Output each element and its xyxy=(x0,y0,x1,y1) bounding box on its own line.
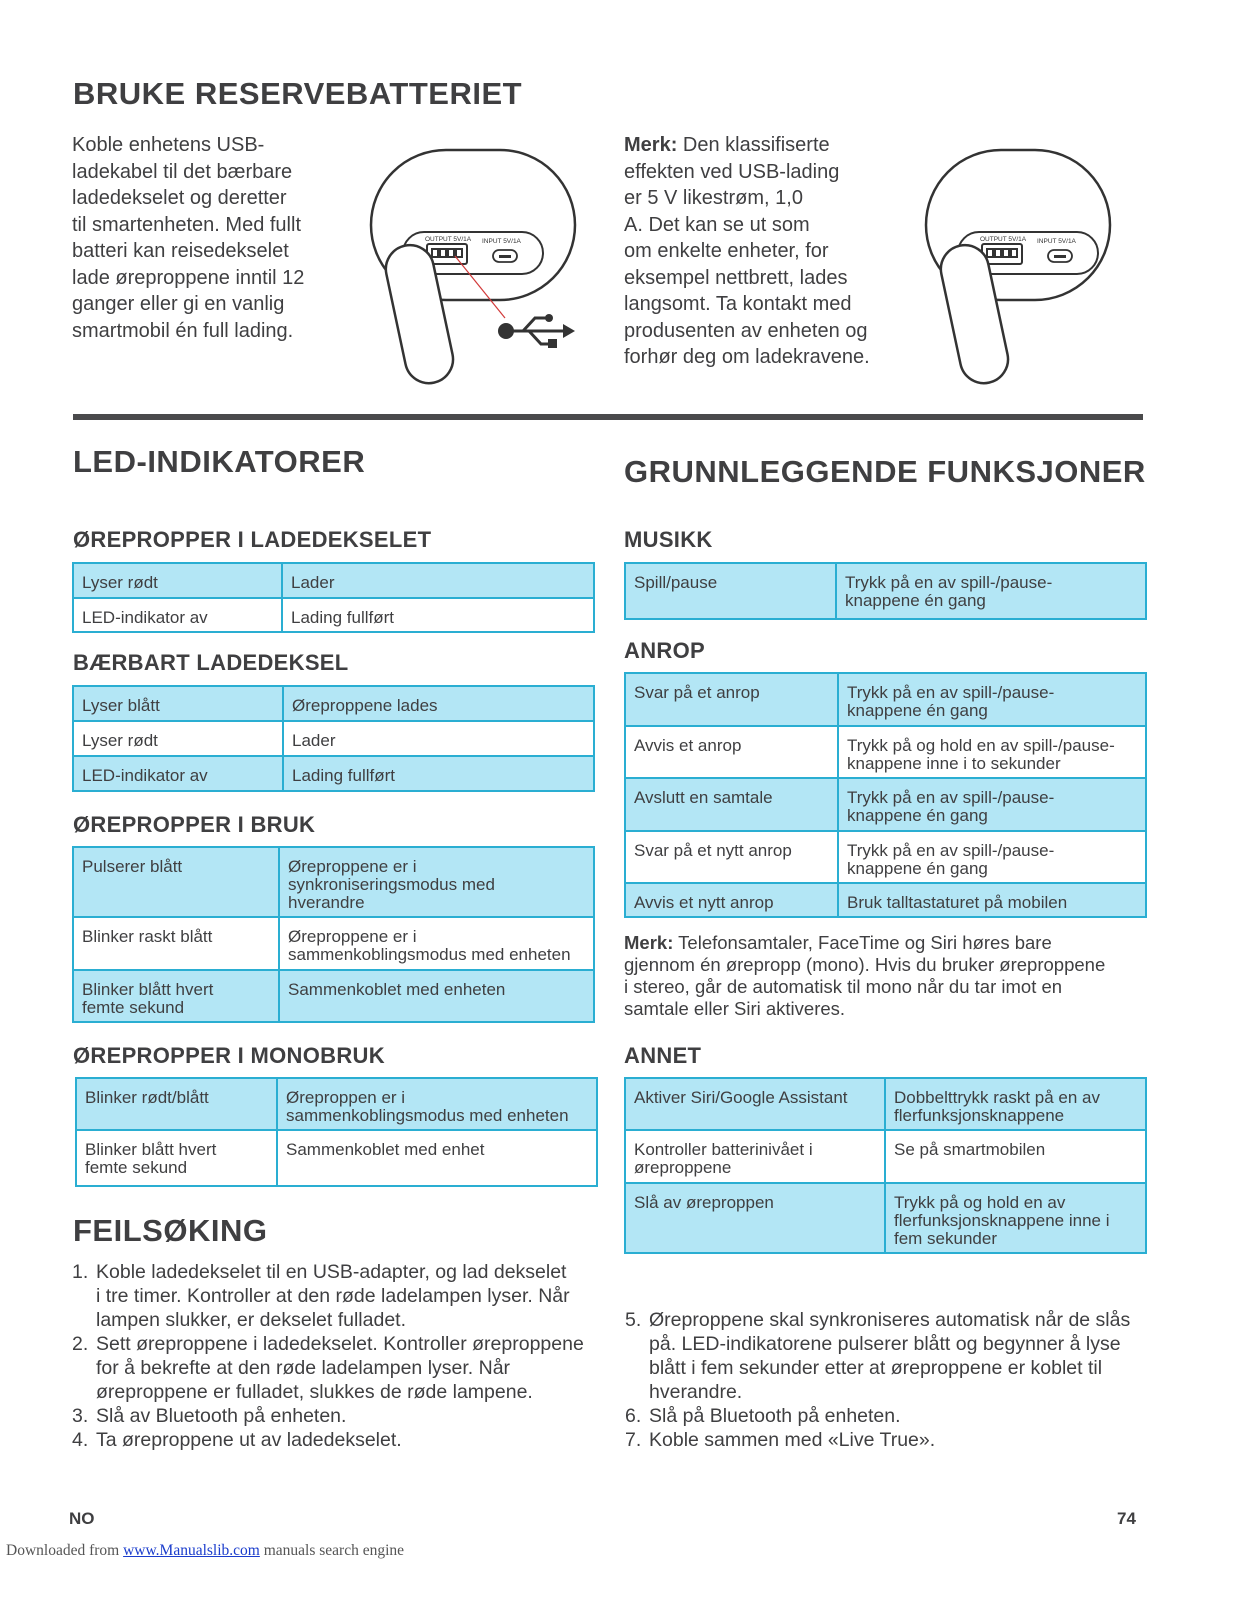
table-case-led xyxy=(72,562,595,633)
table-in-use-led xyxy=(72,846,595,1023)
table-portable-led xyxy=(72,685,595,792)
section-title-troubleshooting: FEILSØKING xyxy=(73,1213,268,1248)
table-row: Slå av øreproppen Trykk på og hold en av flerfunksjonsknappene inne i fem sekunder xyxy=(625,1183,1146,1253)
list-item: 5. Øreproppene skal synkroniseres automatisk når de slås på. LED-indikatorene pulserer blått og begynner å lyse blått i fem sekunder etter at øreproppene er koblet til hverandre. xyxy=(625,1309,1131,1403)
footer-page-number: 74 xyxy=(1117,1509,1136,1528)
table-row: Avslutt en samtale Trykk på en av spill-/pause- knappene én gang xyxy=(625,778,1146,831)
table-calls xyxy=(624,672,1147,918)
footer-language: NO xyxy=(69,1509,95,1528)
subtitle-calls: ANROP xyxy=(624,638,705,663)
table-mono-led xyxy=(75,1077,598,1187)
subtitle-in-use: ØREPROPPER I BRUK xyxy=(73,812,316,837)
table-row: Pulserer blått Øreproppene er i synkroniseringsmodus med hverandre xyxy=(73,847,594,917)
battery-note: Merk: Den klassifiserte effekten ved USB-lading er 5 V likestrøm, 1,0 A. Det kan se ut som om enkelte enheter, for eksempel nettbrett, lades langsomt. Ta kontakt med produsenten av enheten og forhør deg om ladekravene. xyxy=(624,134,870,368)
calls-note: Merk: Telefonsamtaler, FaceTime og Siri høres bare gjennom én ørepropp (mono). Hvis du bruker øreproppene i stereo, går de automatisk til mono når du tar imot en samtale eller Siri aktiveres. xyxy=(624,932,1106,1019)
table-music xyxy=(624,562,1147,620)
troubleshooting-list-left xyxy=(72,1260,602,1452)
table-other xyxy=(624,1077,1147,1254)
table-row: LED-indikator av Lading fullført xyxy=(73,756,594,791)
list-item: 3. Slå av Bluetooth på enheten. xyxy=(72,1405,347,1427)
download-notice: Downloaded from www.Manualslib.com manuals search engine xyxy=(6,1542,405,1559)
table-row: Svar på et nytt anrop Trykk på en av spill-/pause- knappene én gang xyxy=(625,831,1146,883)
svg-text:OUTPUT 5V/1A: OUTPUT 5V/1A xyxy=(980,236,1027,243)
list-item: 2. Sett øreproppene i ladedekselet. Kontroller øreproppene for å bekrefte at den røde ladelampen lyser. Når øreproppene er fulladet, slukkes de røde lampene. xyxy=(72,1333,584,1403)
table-row: Lyser blått Øreproppene lades xyxy=(73,686,594,721)
battery-description: Koble enhetens USB- ladekabel til det bærbare ladedekselet og deretter til smartenheten. Med fullt batteri kan reisedekselet lade øreproppene inntil 12 ganger eller gi en vanlig smartmobil én full lading. xyxy=(72,134,305,342)
section-title-battery: BRUKE RESERVEBATTERIET xyxy=(73,76,523,111)
table-row: Avvis et anrop Trykk på og hold en av spill-/pause- knappene inne i to sekunder xyxy=(625,726,1146,778)
subtitle-case: ØREPROPPER I LADEDEKSELET xyxy=(73,527,432,552)
svg-text:INPUT 5V/1A: INPUT 5V/1A xyxy=(482,238,521,245)
list-item: 7. Koble sammen med «Live True». xyxy=(625,1429,936,1451)
section-title-basic: GRUNNLEGGENDE FUNKSJONER xyxy=(624,454,1146,489)
svg-text:INPUT 5V/1A: INPUT 5V/1A xyxy=(1037,238,1076,245)
troubleshooting-list-right xyxy=(625,1308,1165,1452)
table-row: Blinker blått hvert femte sekund Sammenkoblet med enheten xyxy=(73,970,594,1022)
table-row: Lyser rødt Lader xyxy=(73,563,594,598)
subtitle-mono: ØREPROPPER I MONOBRUK xyxy=(73,1043,385,1068)
table-row: LED-indikator av Lading fullført xyxy=(73,598,594,632)
charging-case-illustration xyxy=(920,140,1120,388)
list-item: 6. Slå på Bluetooth på enheten. xyxy=(625,1405,901,1427)
table-row: Avvis et nytt anrop Bruk talltastaturet på mobilen xyxy=(625,883,1146,917)
table-row: Svar på et anrop Trykk på en av spill-/pause- knappene én gang xyxy=(625,673,1146,726)
section-divider xyxy=(73,414,1143,420)
table-row: Blinker rødt/blått Øreproppen er i sammenkoblingsmodus med enheten xyxy=(76,1078,597,1130)
section-title-led: LED-INDIKATORER xyxy=(73,444,366,479)
subtitle-other: ANNET xyxy=(624,1043,702,1068)
usb-icon xyxy=(498,314,575,348)
table-row: Blinker raskt blått Øreproppene er i sammenkoblingsmodus med enheten xyxy=(73,917,594,970)
manualslib-link[interactable]: www.Manualslib.com xyxy=(123,1542,260,1559)
charging-case-usb-illustration xyxy=(365,140,585,388)
subtitle-portable: BÆRBART LADEDEKSEL xyxy=(73,650,349,675)
table-row: Blinker blått hvert femte sekund Sammenkoblet med enhet xyxy=(76,1130,597,1186)
table-row: Lyser rødt Lader xyxy=(73,721,594,756)
subtitle-music: MUSIKK xyxy=(624,527,713,552)
list-item: 4. Ta øreproppene ut av ladedekselet. xyxy=(72,1429,402,1451)
svg-text:OUTPUT 5V/1A: OUTPUT 5V/1A xyxy=(425,236,472,243)
list-item: 1. Koble ladedekselet til en USB-adapter, og lad dekselet i tre timer. Kontroller at den røde ladelampen lyser. Når lampen slukker, er dekselet fulladet. xyxy=(72,1261,570,1331)
table-row: Kontroller batterinivået i øreproppene Se på smartmobilen xyxy=(625,1130,1146,1183)
table-row: Spill/pause Trykk på en av spill-/pause- knappene én gang xyxy=(625,563,1146,619)
table-row: Aktiver Siri/Google Assistant Dobbelttrykk raskt på en av flerfunksjonsknappene xyxy=(625,1078,1146,1130)
